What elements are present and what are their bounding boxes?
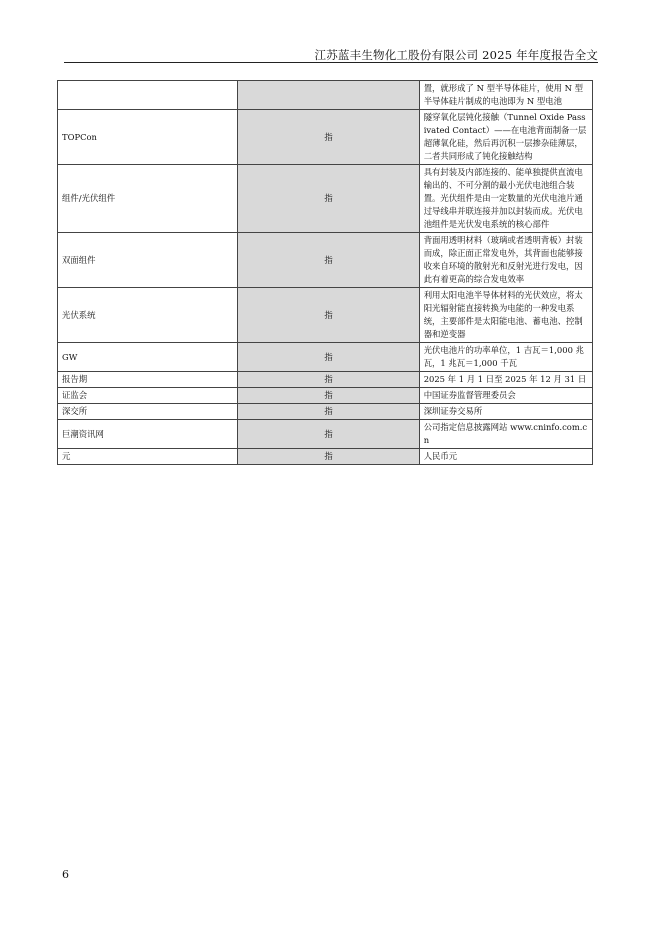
ref-cell: 指: [238, 343, 419, 372]
table-row: [58, 449, 593, 465]
ref-cell: 指: [238, 110, 419, 165]
ref-cell: 指: [238, 404, 419, 420]
description-cell: 光伏电池片的功率单位，1 吉瓦＝1,000 兆瓦，1 兆瓦＝1,000 千瓦: [419, 343, 592, 372]
term-cell: 巨潮资讯网: [58, 420, 238, 449]
page-number: 6: [62, 868, 69, 881]
term-cell: 报告期: [58, 372, 238, 388]
table-row: [58, 420, 593, 449]
ref-cell: [238, 81, 419, 110]
description-cell: 具有封装及内部连接的、能单独提供直流电输出的、不可分割的最小光伏电池组合装置。光伏组件是由一定数量的光伏电池片通过导线串并联连接并加以封装而成。光伏电池组件是光伏发电系统的核心部件: [419, 165, 592, 233]
table-row: [58, 165, 593, 233]
ref-cell: 指: [238, 388, 419, 404]
description-cell: 置，就形成了 N 型半导体硅片，使用 N 型半导体硅片制成的电池即为 N 型电池: [419, 81, 592, 110]
term-cell: 光伏系统: [58, 288, 238, 343]
ref-cell: 指: [238, 449, 419, 465]
term-cell: 深交所: [58, 404, 238, 420]
description-cell: 公司指定信息披露网站 www.cninfo.com.cn: [419, 420, 592, 449]
report-header-title: 江苏蓝丰生物化工股份有限公司 2025 年年度报告全文: [314, 48, 598, 62]
ref-cell: 指: [238, 372, 419, 388]
description-cell: 2025 年 1 月 1 日至 2025 年 12 月 31 日: [419, 372, 592, 388]
description-cell: 隧穿氧化层钝化接触（Tunnel Oxide Passivated Contact）——在电池背面制备一层超薄氧化硅，然后再沉积一层掺杂硅薄层，二者共同形成了钝化接触结构: [419, 110, 592, 165]
description-cell: 利用太阳电池半导体材料的光伏效应，将太阳光辐射能直接转换为电能的一种发电系统，主要部件是太阳能电池、蓄电池、控制器和逆变器: [419, 288, 592, 343]
description-cell: 深圳证券交易所: [419, 404, 592, 420]
table-row: [58, 110, 593, 165]
table-row: [58, 388, 593, 404]
table-row: [58, 343, 593, 372]
table-row: [58, 404, 593, 420]
table-row: [58, 372, 593, 388]
term-cell: 证监会: [58, 388, 238, 404]
description-cell: 背面用透明材料（玻璃或者透明背板）封装而成，除正面正常发电外，其背面也能够接收来自环境的散射光和反射光进行发电，因此有着更高的综合发电效率: [419, 233, 592, 288]
description-cell: 人民币元: [419, 449, 592, 465]
term-cell: 双面组件: [58, 233, 238, 288]
ref-cell: 指: [238, 233, 419, 288]
ref-cell: 指: [238, 288, 419, 343]
ref-cell: 指: [238, 165, 419, 233]
term-cell: 组件/光伏组件: [58, 165, 238, 233]
table-row: [58, 81, 593, 110]
term-cell: 元: [58, 449, 238, 465]
definitions-table: [57, 80, 593, 465]
term-cell: [58, 81, 238, 110]
header-rule: [64, 62, 598, 63]
term-cell: GW: [58, 343, 238, 372]
term-cell: TOPCon: [58, 110, 238, 165]
table-row: [58, 288, 593, 343]
description-cell: 中国证券监督管理委员会: [419, 388, 592, 404]
ref-cell: 指: [238, 420, 419, 449]
table-row: [58, 233, 593, 288]
